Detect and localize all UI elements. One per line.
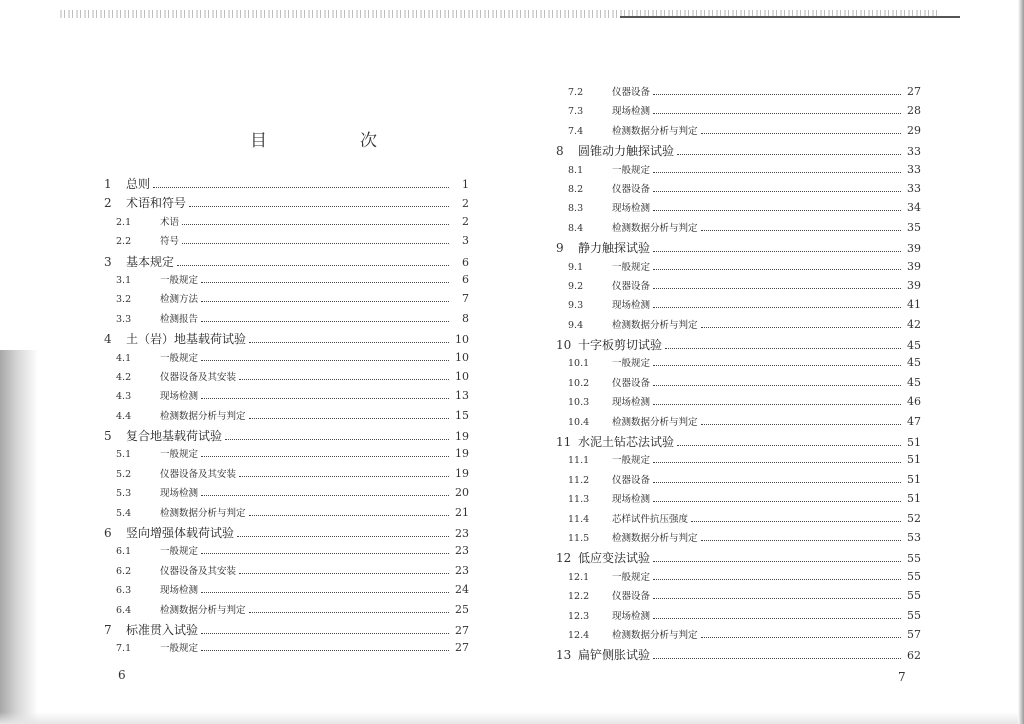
toc-section-entry[interactable]: [556, 452, 921, 471]
toc-entry-number: 4: [104, 332, 112, 347]
toc-entry-number: 11.5: [568, 532, 590, 544]
page-title: 目 次: [250, 131, 415, 151]
toc-entry-title: 仪器设备: [612, 377, 651, 389]
toc-entry-number: 6.4: [116, 604, 132, 616]
toc-entry-page: 42: [907, 317, 921, 331]
toc-entry-number: 4.3: [116, 391, 132, 403]
toc-section-entry[interactable]: [104, 214, 469, 233]
toc-entry-page: 13: [455, 389, 469, 403]
toc-entry-title: 一般规定: [160, 643, 199, 655]
toc-entry-page: 55: [907, 589, 921, 603]
toc-section-entry[interactable]: [556, 414, 921, 433]
toc-dot-leader: [665, 347, 901, 349]
toc-entry-number: 11: [556, 435, 572, 450]
toc-entry-title: 仪器设备: [612, 280, 651, 292]
toc-entry-page: 20: [455, 486, 469, 500]
toc-entry-number: 10.3: [568, 397, 590, 409]
toc-dot-leader: [239, 572, 449, 574]
scan-artifact-top-line: [620, 16, 960, 18]
toc-dot-leader: [225, 438, 449, 440]
toc-entry-page: 39: [907, 278, 921, 292]
toc-entry-title: 标准贯入试验: [126, 622, 199, 637]
toc-section-entry[interactable]: [556, 491, 921, 510]
toc-entry-title: 现场检测: [160, 391, 199, 403]
toc-dot-leader: [653, 364, 901, 366]
toc-dot-leader: [691, 520, 901, 522]
toc-dot-leader: [201, 494, 449, 496]
toc-entry-number: 2: [104, 196, 112, 211]
toc-section-entry[interactable]: [556, 472, 921, 491]
toc-dot-leader: [653, 461, 901, 463]
toc-dot-leader: [701, 326, 901, 328]
toc-entry-page: 2: [462, 197, 469, 211]
toc-chapter-entry[interactable]: [104, 524, 469, 543]
toc-chapter-entry[interactable]: [556, 433, 921, 452]
toc-entry-title: 术语: [160, 216, 180, 228]
toc-entry-page: 2: [462, 214, 469, 228]
toc-entry-page: 3: [462, 234, 469, 248]
toc-entry-number: 6.2: [116, 565, 132, 577]
toc-entry-title: 现场检测: [612, 494, 651, 506]
toc-entry-number: 6.1: [116, 546, 132, 558]
toc-section-entry[interactable]: [556, 84, 921, 103]
toc-section-entry[interactable]: [104, 388, 469, 407]
toc-entry-title: 一般规定: [612, 164, 651, 176]
toc-dot-leader: [653, 93, 901, 95]
toc-entry-page: 41: [907, 298, 921, 312]
toc-entry-number: 8.3: [568, 203, 584, 215]
toc-entry-title: 一般规定: [160, 352, 199, 364]
toc-entry-title: 土（岩）地基载荷试验: [126, 332, 247, 347]
toc-entry-title: 现场检测: [612, 203, 651, 215]
toc-entry-page: 46: [907, 395, 921, 409]
toc-entry-page: 8: [462, 311, 469, 325]
toc-entry-number: 11.2: [568, 474, 590, 486]
toc-entry-page: 35: [907, 220, 921, 234]
toc-section-entry[interactable]: [104, 505, 469, 524]
toc-entry-page: 24: [455, 583, 469, 597]
toc-entry-number: 2.1: [116, 216, 132, 228]
toc-dot-leader: [653, 403, 901, 405]
toc-entry-number: 9.2: [568, 280, 584, 292]
toc-section-entry[interactable]: [556, 181, 921, 200]
toc-section-entry[interactable]: [104, 408, 469, 427]
toc-entry-title: 仪器设备: [612, 474, 651, 486]
toc-entry-title: 现场检测: [160, 585, 199, 597]
toc-entry-number: 9.3: [568, 300, 584, 312]
toc-entry-title: 现场检测: [612, 397, 651, 409]
toc-entry-title: 一般规定: [160, 546, 199, 558]
toc-entry-number: 5.3: [116, 488, 132, 500]
toc-section-entry[interactable]: [104, 272, 469, 291]
toc-dot-leader: [653, 597, 901, 599]
toc-dot-leader: [201, 649, 449, 651]
toc-entry-page: 55: [907, 569, 921, 583]
toc-entry-number: 11.1: [568, 455, 590, 467]
toc-entry-title: 仪器设备: [612, 591, 651, 603]
toc-entry-number: 10: [556, 338, 572, 353]
toc-section-entry[interactable]: [104, 446, 469, 465]
toc-dot-leader: [653, 657, 901, 659]
toc-section-entry[interactable]: [556, 103, 921, 122]
toc-entry-page: 51: [907, 436, 921, 450]
toc-dot-leader: [653, 209, 901, 211]
toc-entry-title: 检测数据分析与判定: [612, 416, 698, 428]
toc-entry-title: 符号: [160, 236, 180, 248]
toc-section-entry[interactable]: [556, 220, 921, 239]
toc-section-entry[interactable]: [104, 291, 469, 310]
toc-entry-number: 1: [104, 177, 112, 191]
toc-entry-page: 45: [907, 339, 921, 353]
toc-entry-number: 7: [104, 622, 112, 637]
toc-entry-title: 一般规定: [612, 261, 651, 273]
toc-dot-leader: [653, 250, 901, 252]
toc-entry-page: 10: [455, 369, 469, 383]
toc-dot-leader: [182, 223, 449, 225]
toc-dot-leader: [201, 455, 449, 457]
toc-entry-title: 低应变法试验: [578, 551, 651, 566]
toc-entry-title: 仪器设备及其安装: [160, 371, 237, 383]
toc-entry-number: 5: [104, 429, 112, 444]
toc-section-entry[interactable]: [104, 543, 469, 562]
toc-entry-number: 4.4: [116, 410, 132, 422]
toc-entry-number: 9: [556, 241, 564, 256]
toc-entry-page: 23: [455, 563, 469, 577]
toc-chapter-entry[interactable]: [104, 175, 469, 194]
toc-section-entry[interactable]: [556, 375, 921, 394]
toc-entry-page: 25: [455, 602, 469, 616]
toc-dot-leader: [653, 481, 901, 483]
toc-dot-leader: [677, 444, 901, 446]
toc-chapter-entry[interactable]: [556, 142, 921, 161]
toc-dot-leader: [701, 423, 901, 425]
toc-section-entry[interactable]: [556, 569, 921, 588]
toc-dot-leader: [201, 397, 449, 399]
toc-section-entry[interactable]: [104, 640, 469, 659]
toc-dot-leader: [653, 500, 901, 502]
toc-entry-page: 34: [907, 201, 921, 215]
toc-dot-leader: [653, 384, 901, 386]
toc-section-entry[interactable]: [556, 608, 921, 627]
toc-dot-leader: [701, 539, 901, 541]
toc-entry-page: 51: [907, 492, 921, 506]
toc-entry-title: 现场检测: [612, 300, 651, 312]
toc-entry-number: 12.3: [568, 610, 590, 622]
toc-dot-leader: [201, 300, 449, 302]
toc-entry-number: 5.1: [116, 449, 132, 461]
toc-entry-number: 3: [104, 254, 112, 269]
toc-entry-title: 圆锥动力触探试验: [578, 144, 675, 159]
toc-entry-number: 7.2: [568, 87, 584, 98]
toc-entry-title: 仪器设备: [612, 87, 651, 98]
toc-dot-leader: [182, 242, 449, 244]
toc-dot-leader: [701, 636, 901, 638]
toc-entry-number: 13: [556, 648, 572, 663]
toc-entry-title: 仪器设备及其安装: [160, 468, 237, 480]
toc-section-entry[interactable]: [104, 485, 469, 504]
toc-entry-page: 6: [462, 255, 469, 269]
toc-entry-number: 10.1: [568, 358, 590, 370]
toc-entry-page: 62: [907, 649, 921, 663]
toc-dot-leader: [249, 611, 449, 613]
toc-entry-page: 27: [907, 85, 921, 98]
toc-dot-leader: [201, 320, 449, 322]
toc-entry-title: 一般规定: [160, 274, 199, 286]
page-number-left: 6: [118, 668, 126, 682]
toc-entry-title: 检测数据分析与判定: [612, 319, 698, 331]
toc-entry-title: 检测方法: [160, 294, 199, 306]
toc-entry-title: 检测数据分析与判定: [612, 532, 698, 544]
toc-entry-number: 10.2: [568, 377, 590, 389]
toc-dot-leader: [677, 153, 901, 155]
toc-entry-title: 一般规定: [612, 571, 651, 583]
toc-chapter-entry[interactable]: [104, 621, 469, 640]
toc-right-column: [556, 84, 921, 666]
toc-entry-page: 19: [455, 447, 469, 461]
toc-entry-title: 检测数据分析与判定: [160, 507, 246, 519]
toc-entry-number: 4.1: [116, 352, 132, 364]
toc-dot-leader: [653, 112, 901, 114]
toc-section-entry[interactable]: [104, 311, 469, 330]
toc-dot-leader: [653, 617, 901, 619]
toc-entry-number: 12.4: [568, 629, 590, 641]
toc-dot-leader: [653, 578, 901, 580]
toc-dot-leader: [653, 306, 901, 308]
toc-dot-leader: [653, 268, 901, 270]
toc-dot-leader: [653, 171, 901, 173]
toc-entry-title: 总则: [126, 177, 151, 191]
toc-entry-title: 基本规定: [126, 254, 175, 269]
toc-entry-page: 19: [455, 466, 469, 480]
toc-entry-page: 21: [455, 505, 469, 519]
toc-entry-title: 检测报告: [160, 313, 199, 325]
toc-entry-page: 33: [907, 181, 921, 195]
toc-dot-leader: [201, 281, 449, 283]
toc-section-entry[interactable]: [104, 466, 469, 485]
toc-entry-number: 6.3: [116, 585, 132, 597]
toc-entry-title: 静力触探试验: [578, 241, 651, 256]
toc-entry-page: 6: [462, 272, 469, 286]
toc-chapter-entry[interactable]: [104, 253, 469, 272]
toc-entry-title: 检测数据分析与判定: [612, 222, 698, 234]
toc-entry-page: 27: [455, 641, 469, 655]
toc-section-entry[interactable]: [556, 511, 921, 530]
toc-entry-number: 11.3: [568, 494, 590, 506]
toc-section-entry[interactable]: [104, 350, 469, 369]
toc-chapter-entry[interactable]: [556, 549, 921, 568]
toc-entry-number: 9.1: [568, 261, 584, 273]
toc-entry-number: 7.4: [568, 125, 584, 137]
toc-section-entry[interactable]: [556, 162, 921, 181]
toc-entry-page: 55: [907, 552, 921, 566]
toc-entry-page: 23: [455, 527, 469, 541]
toc-dot-leader: [239, 475, 449, 477]
toc-dot-leader: [653, 560, 901, 562]
toc-entry-number: 8.2: [568, 183, 584, 195]
toc-chapter-entry[interactable]: [104, 194, 469, 213]
toc-dot-leader: [249, 417, 449, 419]
toc-entry-page: 39: [907, 259, 921, 273]
toc-dot-leader: [701, 229, 901, 231]
toc-section-entry[interactable]: [556, 530, 921, 549]
toc-entry-page: 51: [907, 453, 921, 467]
toc-entry-number: 9.4: [568, 319, 584, 331]
toc-entry-page: 29: [907, 123, 921, 137]
toc-entry-page: 23: [455, 544, 469, 558]
toc-dot-leader: [189, 205, 449, 207]
toc-entry-number: 11.4: [568, 513, 590, 525]
toc-entry-page: 45: [907, 356, 921, 370]
toc-left-column: [104, 175, 469, 660]
toc-dot-leader: [201, 359, 449, 361]
toc-chapter-entry[interactable]: [556, 239, 921, 258]
toc-entry-page: 10: [455, 350, 469, 364]
toc-entry-title: 现场检测: [612, 610, 651, 622]
toc-dot-leader: [239, 378, 449, 380]
toc-entry-page: 45: [907, 375, 921, 389]
scan-artifact-left: [0, 350, 38, 724]
toc-entry-page: 19: [455, 430, 469, 444]
toc-entry-number: 8.4: [568, 222, 584, 234]
toc-entry-title: 仪器设备及其安装: [160, 565, 237, 577]
scan-artifact-bottom: [0, 712, 1024, 724]
toc-chapter-entry[interactable]: [556, 646, 921, 665]
toc-entry-number: 7.3: [568, 106, 584, 118]
toc-entry-number: 3.3: [116, 313, 132, 325]
toc-entry-number: 7.1: [116, 643, 132, 655]
toc-entry-title: 检测数据分析与判定: [612, 125, 698, 137]
toc-entry-number: 4.2: [116, 371, 132, 383]
toc-dot-leader: [201, 632, 449, 634]
toc-entry-page: 53: [907, 530, 921, 544]
toc-entry-page: 28: [907, 104, 921, 118]
toc-entry-number: 12: [556, 551, 572, 566]
toc-section-entry[interactable]: [556, 627, 921, 646]
toc-section-entry[interactable]: [556, 297, 921, 316]
toc-entry-title: 十字板剪切试验: [578, 338, 663, 353]
toc-entry-number: 3.1: [116, 274, 132, 286]
toc-section-entry[interactable]: [556, 200, 921, 219]
toc-entry-title: 检测数据分析与判定: [160, 410, 246, 422]
toc-dot-leader: [701, 132, 901, 134]
toc-entry-title: 检测数据分析与判定: [160, 604, 246, 616]
toc-dot-leader: [177, 264, 449, 266]
toc-entry-page: 51: [907, 472, 921, 486]
toc-section-entry[interactable]: [556, 123, 921, 142]
toc-section-entry[interactable]: [556, 355, 921, 374]
toc-entry-title: 一般规定: [612, 455, 651, 467]
toc-entry-page: 15: [455, 408, 469, 422]
toc-dot-leader: [237, 535, 449, 537]
toc-entry-title: 一般规定: [160, 449, 199, 461]
toc-entry-title: 一般规定: [612, 358, 651, 370]
toc-dot-leader: [249, 341, 449, 343]
toc-section-entry[interactable]: [104, 582, 469, 601]
toc-entry-page: 47: [907, 414, 921, 428]
toc-section-entry[interactable]: [104, 369, 469, 388]
toc-entry-title: 水泥土钻芯法试验: [578, 435, 675, 450]
toc-entry-page: 33: [907, 145, 921, 159]
toc-entry-title: 现场检测: [612, 106, 651, 118]
toc-entry-number: 12.2: [568, 591, 590, 603]
toc-entry-title: 扁铲侧胀试验: [578, 648, 651, 663]
toc-chapter-entry[interactable]: [556, 336, 921, 355]
toc-entry-page: 7: [462, 292, 469, 306]
toc-dot-leader: [201, 552, 449, 554]
toc-entry-number: 10.4: [568, 416, 590, 428]
toc-chapter-entry[interactable]: [104, 330, 469, 349]
toc-section-entry[interactable]: [556, 317, 921, 336]
toc-entry-title: 芯样试件抗压强度: [612, 513, 689, 525]
toc-entry-number: 6: [104, 526, 112, 541]
toc-entry-title: 竖向增强体载荷试验: [126, 526, 235, 541]
toc-entry-number: 12.1: [568, 571, 590, 583]
toc-entry-number: 8: [556, 144, 564, 159]
toc-entry-number: 5.2: [116, 468, 132, 480]
toc-section-entry[interactable]: [556, 259, 921, 278]
toc-entry-page: 55: [907, 608, 921, 622]
toc-section-entry[interactable]: [556, 588, 921, 607]
toc-entry-page: 27: [455, 623, 469, 637]
toc-dot-leader: [249, 514, 449, 516]
toc-dot-leader: [153, 186, 449, 188]
scan-artifact-right-edge: [1018, 0, 1024, 724]
toc-entry-title: 术语和符号: [126, 196, 187, 211]
toc-entry-title: 仪器设备: [612, 183, 651, 195]
toc-entry-page: 52: [907, 511, 921, 525]
toc-entry-title: 现场检测: [160, 488, 199, 500]
toc-section-entry[interactable]: [104, 563, 469, 582]
toc-entry-page: 10: [455, 333, 469, 347]
page-number-right: 7: [898, 670, 906, 684]
toc-section-entry[interactable]: [104, 602, 469, 621]
toc-entry-page: 39: [907, 242, 921, 256]
toc-entry-title: 检测数据分析与判定: [612, 629, 698, 641]
toc-dot-leader: [201, 591, 449, 593]
toc-chapter-entry[interactable]: [104, 427, 469, 446]
toc-dot-leader: [653, 287, 901, 289]
toc-dot-leader: [653, 190, 901, 192]
toc-section-entry[interactable]: [104, 233, 469, 252]
toc-entry-page: 33: [907, 162, 921, 176]
toc-entry-title: 复合地基载荷试验: [126, 429, 223, 444]
toc-section-entry[interactable]: [556, 394, 921, 413]
toc-entry-number: 8.1: [568, 164, 584, 176]
toc-entry-page: 1: [462, 178, 469, 191]
toc-section-entry[interactable]: [556, 278, 921, 297]
toc-entry-number: 5.4: [116, 507, 132, 519]
toc-entry-number: 3.2: [116, 294, 132, 306]
toc-entry-page: 57: [907, 627, 921, 641]
toc-entry-number: 2.2: [116, 236, 132, 248]
